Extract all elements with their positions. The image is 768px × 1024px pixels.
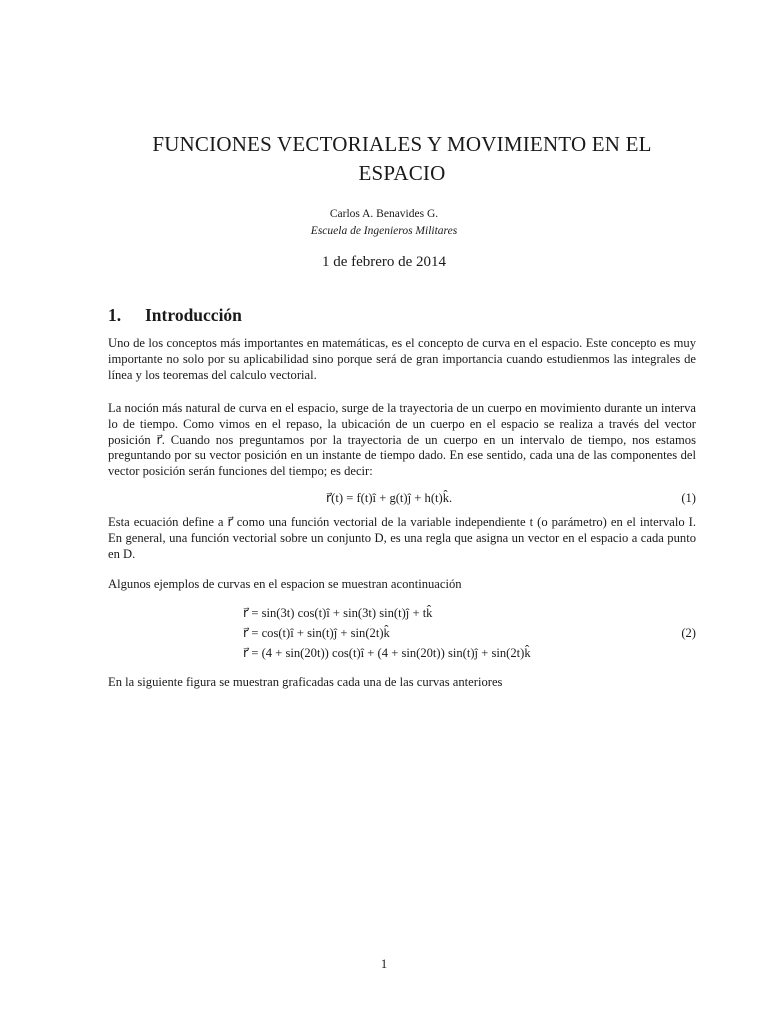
equation-2-line-2: r⃗ = cos(t)î + sin(t)ĵ + sin(2t)k̂ <box>243 626 390 640</box>
author-affiliation: Escuela de Ingenieros Militares <box>310 225 458 237</box>
author-name: Carlos A. Benavides G. <box>329 208 439 220</box>
paragraph-4: Algunos ejemplos de curvas en el espacion se muestran acontinuación <box>108 577 462 591</box>
paper-title: FUNCIONES VECTORIALES Y MOVIMIENTO EN EL ESPACIO <box>152 132 652 185</box>
equation-1 <box>108 491 696 507</box>
equation-2 <box>108 606 696 666</box>
equation-1-body: r⃗(t) = f(t)î + g(t)ĵ + h(t)k̂. <box>326 491 453 505</box>
paragraph-3: Esta ecuación define a r⃗ como una función vectorial de la variable independiente t (o parámetro) en el intervalo I. En general, una función vectorial sobre un conjunto D, es una regla que asigna un vector en el espacio a cada punto en D. <box>108 515 696 561</box>
paragraph-5: En la siguiente figura se muestran graficadas cada una de las curvas anteriores <box>108 675 503 689</box>
equation-2-line-1: r⃗ = sin(3t) cos(t)î + sin(3t) sin(t)ĵ + tk̂ <box>243 606 433 620</box>
page-number: 1 <box>380 957 388 971</box>
equation-2-label: (2) <box>681 626 696 640</box>
equation-1-label: (1) <box>681 491 696 505</box>
paragraph-2: La noción más natural de curva en el espacio, surge de la trayectoria de un cuerpo en movimiento durante un interva lo de tiempo. Como vimos en el repaso, la ubicación de un cuerpo en el espacio se realiza a través del vector posición r⃗. Cuando nos preguntamos por la trayectoria de un cuerpo en un intervalo de tiempo, nos estamos preguntando por su vector posición en un instante de tiempo dado. En ese sentido, cada una de las componentes del vector posición serán funciones del tiempo; es decir: <box>108 401 696 479</box>
section-number: 1. <box>108 305 122 325</box>
section-title: Introducción <box>145 305 242 325</box>
equation-2-line-3: r⃗ = (4 + sin(20t)) cos(t)î + (4 + sin(20t)) sin(t)ĵ + sin(2t)k̂ <box>243 646 531 660</box>
paragraph-1: Uno de los conceptos más importantes en matemáticas, es el concepto de curva en el espacio. Este concepto es muy importante no solo por su aplicabilidad sino porque será de gran importancia cuando estudienmos las integrales de línea y los teoremas del calculo vectorial. <box>108 336 696 382</box>
paper-date: 1 de febrero de 2014 <box>321 254 447 270</box>
section-heading <box>108 305 242 326</box>
